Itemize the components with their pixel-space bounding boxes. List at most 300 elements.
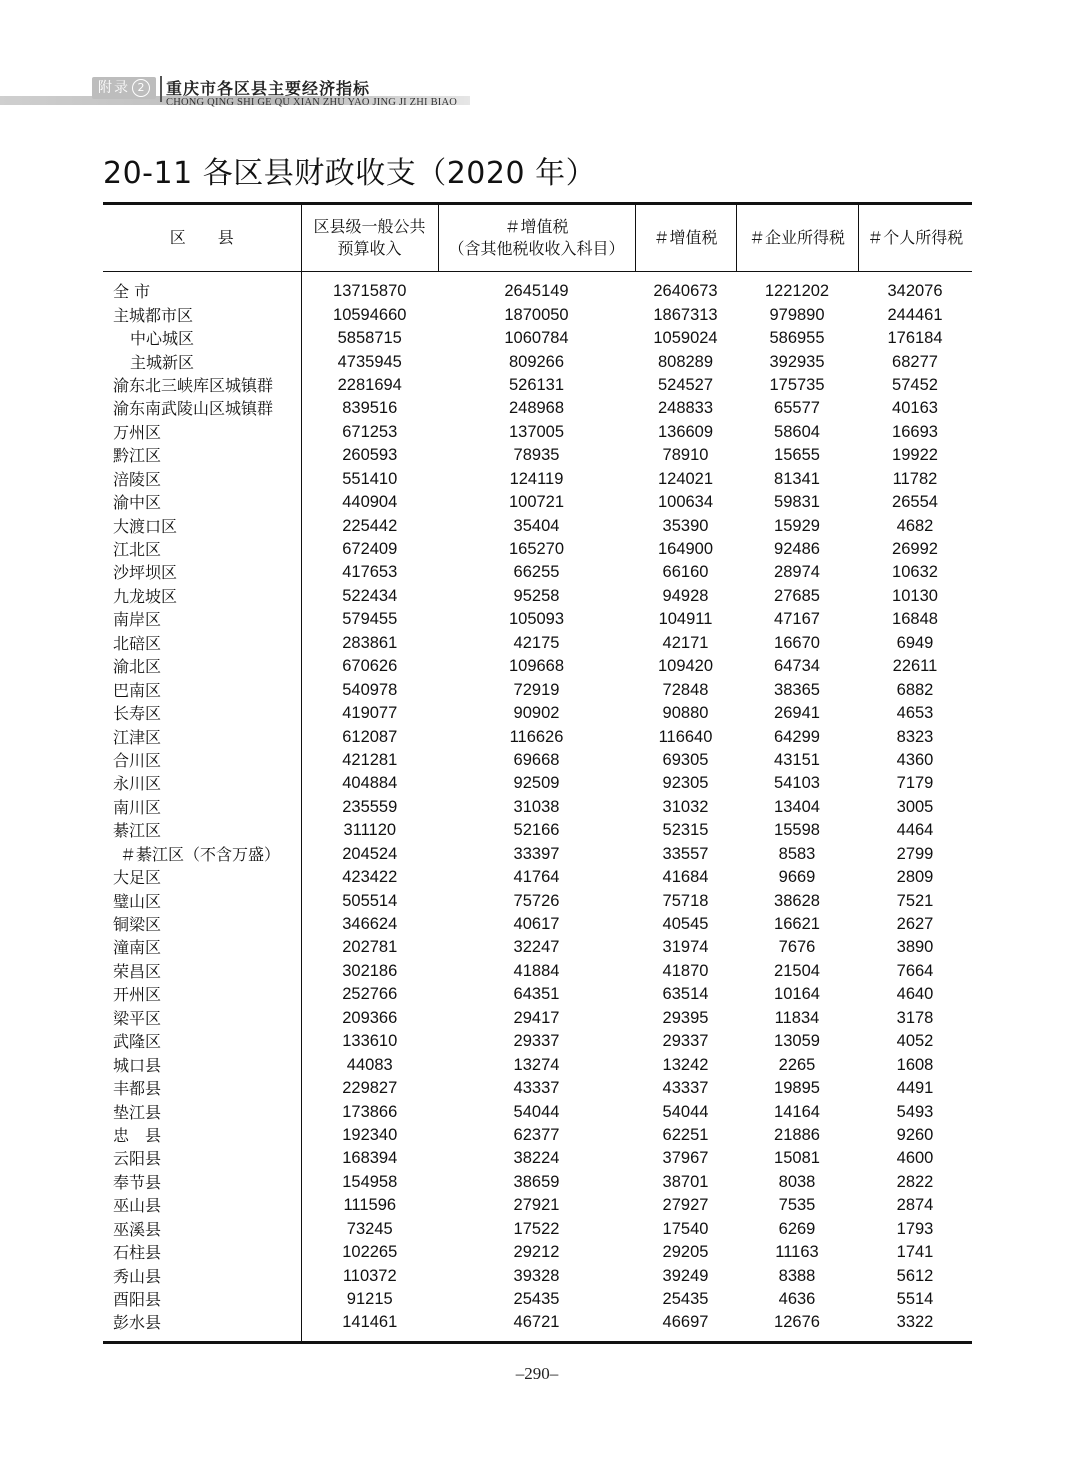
cell-personal-income-tax: 4682 bbox=[896, 516, 934, 535]
cell-vat: 39249 bbox=[662, 1266, 709, 1285]
cell-vat: 52315 bbox=[662, 821, 709, 840]
cell-vat-incl-other: 46721 bbox=[438, 1311, 635, 1342]
cell-personal-income-tax: 7664 bbox=[896, 961, 934, 980]
cell-corporate-income-tax: 1221202 bbox=[764, 282, 830, 301]
cell-corporate-income-tax: 8388 bbox=[778, 1266, 816, 1285]
cell-vat: 136609 bbox=[657, 422, 714, 441]
column-header-personal-income-tax bbox=[858, 204, 972, 272]
table-row bbox=[103, 1171, 972, 1194]
cell-vat: 1059024 bbox=[653, 329, 718, 348]
cell-budget-revenue: 13715870 bbox=[333, 282, 407, 301]
cell-vat: 100634 bbox=[657, 493, 714, 512]
cell-vat-incl-other: 1870050 bbox=[504, 305, 569, 324]
cell-vat: 29205 bbox=[662, 1243, 709, 1262]
cell-corporate-income-tax: 4636 bbox=[778, 1290, 816, 1309]
cell-vat-incl-other: 31038 bbox=[513, 797, 560, 816]
cell-corporate-income-tax: 392935 bbox=[769, 352, 825, 371]
cell-corporate-income-tax: 19895 bbox=[774, 1079, 820, 1098]
cell-budget-revenue: 252766 bbox=[342, 985, 398, 1004]
column-header-budget-revenue-line1: 区县级一般公共 bbox=[313, 217, 426, 236]
cell-budget-revenue: 111596 bbox=[343, 1196, 397, 1215]
cell-personal-income-tax: 7179 bbox=[896, 774, 934, 793]
cell-budget-revenue: 421281 bbox=[342, 750, 398, 769]
cell-corporate-income-tax: 38365 bbox=[774, 680, 820, 699]
cell-budget-revenue: 133610 bbox=[342, 1032, 398, 1051]
cell-vat-incl-other: 38659 bbox=[513, 1172, 560, 1191]
table-row bbox=[103, 1147, 972, 1170]
cell-personal-income-tax: 6949 bbox=[896, 633, 934, 652]
header-divider bbox=[160, 76, 162, 102]
table-row bbox=[103, 632, 972, 655]
table-row bbox=[103, 843, 972, 866]
table-row bbox=[103, 538, 972, 561]
cell-personal-income-tax: 1793 bbox=[896, 1219, 934, 1238]
row-district-name: 合川区 bbox=[103, 749, 301, 772]
cell-personal-income-tax: 5514 bbox=[896, 1290, 934, 1309]
cell-budget-revenue: 10594660 bbox=[333, 305, 407, 324]
cell-vat-incl-other: 72919 bbox=[513, 680, 560, 699]
table-row bbox=[103, 913, 972, 936]
cell-budget-revenue: 522434 bbox=[342, 586, 398, 605]
cell-vat-incl-other: 137005 bbox=[508, 422, 565, 441]
row-district-name: 江津区 bbox=[103, 725, 301, 748]
table-row bbox=[103, 1241, 972, 1264]
cell-budget-revenue: 209366 bbox=[342, 1008, 398, 1027]
cell-vat: 37967 bbox=[662, 1149, 709, 1168]
cell-personal-income-tax: 3322 bbox=[858, 1311, 972, 1342]
table-row bbox=[103, 1007, 972, 1030]
cell-personal-income-tax: 40163 bbox=[892, 399, 938, 418]
column-header-vat bbox=[635, 204, 736, 272]
row-district-name: 江北区 bbox=[103, 538, 301, 561]
running-header bbox=[0, 72, 1074, 112]
cell-vat: 109420 bbox=[657, 657, 714, 676]
table-row bbox=[103, 796, 972, 819]
cell-budget-revenue: 4735945 bbox=[337, 352, 402, 371]
cell-budget-revenue: 505514 bbox=[342, 891, 398, 910]
table-row bbox=[103, 272, 972, 304]
cell-budget-revenue: 419077 bbox=[342, 704, 398, 723]
cell-budget-revenue: 202781 bbox=[342, 938, 398, 957]
table-row bbox=[103, 749, 972, 772]
cell-corporate-income-tax: 64734 bbox=[774, 657, 820, 676]
cell-vat-incl-other: 78935 bbox=[513, 446, 560, 465]
page-number: –290– bbox=[515, 1364, 559, 1383]
cell-budget-revenue: 225442 bbox=[342, 516, 398, 535]
row-district-name: 丰都县 bbox=[103, 1077, 301, 1100]
row-district-name: 巫山县 bbox=[103, 1194, 301, 1217]
cell-vat-incl-other: 124119 bbox=[509, 469, 564, 488]
row-district-name: 大足区 bbox=[103, 866, 301, 889]
cell-vat-incl-other: 35404 bbox=[513, 516, 560, 535]
row-district-name: 永川区 bbox=[103, 772, 301, 795]
table-row bbox=[103, 889, 972, 912]
cell-budget-revenue: 154958 bbox=[342, 1172, 398, 1191]
table-row bbox=[103, 491, 972, 514]
table-row bbox=[103, 1264, 972, 1287]
cell-vat-incl-other: 41764 bbox=[513, 868, 560, 887]
cell-budget-revenue: 540978 bbox=[342, 680, 398, 699]
cell-vat-incl-other: 29417 bbox=[513, 1008, 560, 1027]
page-title: 20-11 各区县财政收支（2020 年） bbox=[103, 156, 597, 191]
cell-corporate-income-tax: 15081 bbox=[774, 1149, 820, 1168]
cell-vat-incl-other: 69668 bbox=[513, 750, 560, 769]
table-row bbox=[103, 421, 972, 444]
row-district-name: 长寿区 bbox=[103, 702, 301, 725]
cell-corporate-income-tax: 14164 bbox=[774, 1102, 820, 1121]
row-district-name: ＃綦江区（不含万盛） bbox=[103, 843, 301, 866]
cell-vat-incl-other: 40617 bbox=[513, 915, 560, 934]
row-district-name: 云阳县 bbox=[103, 1147, 301, 1170]
cell-corporate-income-tax: 11834 bbox=[774, 1008, 820, 1027]
cell-vat-incl-other: 25435 bbox=[513, 1290, 560, 1309]
cell-budget-revenue: 229827 bbox=[342, 1079, 398, 1098]
table-row bbox=[103, 444, 972, 467]
row-district-name: 主城新区 bbox=[103, 350, 301, 373]
row-district-name: 璧山区 bbox=[103, 889, 301, 912]
cell-vat: 46697 bbox=[635, 1311, 736, 1342]
cell-budget-revenue: 73245 bbox=[346, 1219, 393, 1238]
table-header-row bbox=[103, 204, 972, 272]
cell-vat: 69305 bbox=[662, 750, 709, 769]
cell-vat-incl-other: 809266 bbox=[508, 352, 565, 371]
cell-vat-incl-other: 38224 bbox=[513, 1149, 560, 1168]
cell-corporate-income-tax: 16621 bbox=[774, 915, 820, 934]
cell-personal-income-tax: 26992 bbox=[892, 540, 938, 559]
cell-corporate-income-tax: 13059 bbox=[774, 1032, 820, 1051]
cell-corporate-income-tax: 43151 bbox=[774, 750, 820, 769]
cell-corporate-income-tax: 64299 bbox=[774, 727, 820, 746]
cell-vat: 33557 bbox=[662, 844, 709, 863]
cell-vat-incl-other: 90902 bbox=[513, 704, 560, 723]
row-district-name: 荣昌区 bbox=[103, 960, 301, 983]
cell-corporate-income-tax: 15929 bbox=[774, 516, 820, 535]
cell-vat: 43337 bbox=[662, 1079, 709, 1098]
cell-personal-income-tax: 4464 bbox=[896, 821, 934, 840]
row-district-name: 涪陵区 bbox=[103, 468, 301, 491]
cell-budget-revenue: 404884 bbox=[342, 774, 398, 793]
cell-vat: 62251 bbox=[662, 1125, 709, 1144]
cell-corporate-income-tax: 8583 bbox=[778, 844, 816, 863]
cell-personal-income-tax: 57452 bbox=[892, 375, 938, 394]
table-row bbox=[103, 866, 972, 889]
header-subtitle: CHONG QING SHI GE QU XIAN ZHU YAO JING JI ZHI BIAO bbox=[166, 97, 458, 108]
table-row bbox=[103, 350, 972, 373]
cell-corporate-income-tax: 586955 bbox=[769, 329, 825, 348]
cell-corporate-income-tax: 7676 bbox=[778, 938, 816, 957]
row-district-name: 梁平区 bbox=[103, 1007, 301, 1030]
cell-corporate-income-tax: 47167 bbox=[774, 610, 820, 629]
table-row bbox=[103, 1218, 972, 1241]
row-district-name: 奉节县 bbox=[103, 1171, 301, 1194]
cell-vat: 92305 bbox=[662, 774, 709, 793]
cell-vat: 31974 bbox=[662, 938, 709, 957]
row-district-name: 渝东北三峡库区城镇群 bbox=[103, 374, 301, 397]
cell-budget-revenue: 670626 bbox=[342, 657, 398, 676]
cell-personal-income-tax: 4640 bbox=[896, 985, 934, 1004]
table-row bbox=[103, 772, 972, 795]
cell-personal-income-tax: 2799 bbox=[896, 844, 934, 863]
cell-vat-incl-other: 66255 bbox=[513, 563, 560, 582]
cell-personal-income-tax: 6882 bbox=[896, 680, 934, 699]
column-header-vat-incl-other bbox=[438, 204, 635, 272]
cell-vat: 13242 bbox=[662, 1055, 709, 1074]
cell-personal-income-tax: 26554 bbox=[892, 493, 938, 512]
cell-corporate-income-tax: 81341 bbox=[774, 469, 820, 488]
cell-vat: 1867313 bbox=[653, 305, 718, 324]
cell-personal-income-tax: 7521 bbox=[896, 891, 934, 910]
row-district-name: 沙坪坝区 bbox=[103, 561, 301, 584]
cell-personal-income-tax: 2809 bbox=[896, 868, 934, 887]
cell-budget-revenue: 91215 bbox=[346, 1290, 393, 1309]
cell-vat: 40545 bbox=[662, 915, 709, 934]
row-district-name: 万州区 bbox=[103, 421, 301, 444]
cell-personal-income-tax: 2627 bbox=[896, 915, 934, 934]
cell-corporate-income-tax: 28974 bbox=[774, 563, 820, 582]
cell-vat-incl-other: 248968 bbox=[508, 399, 565, 418]
table-row bbox=[103, 561, 972, 584]
cell-vat-incl-other: 54044 bbox=[513, 1102, 560, 1121]
table-row bbox=[103, 1288, 972, 1311]
cell-vat: 164900 bbox=[657, 540, 714, 559]
cell-personal-income-tax: 19922 bbox=[892, 446, 938, 465]
cell-vat: 90880 bbox=[662, 704, 709, 723]
cell-budget-revenue: 311120 bbox=[343, 821, 397, 840]
cell-personal-income-tax: 5493 bbox=[896, 1102, 934, 1121]
column-header-personal-income-tax-label: ＃个人所得税 bbox=[867, 228, 964, 247]
cell-budget-revenue: 260593 bbox=[342, 446, 398, 465]
cell-vat-incl-other: 42175 bbox=[513, 633, 560, 652]
cell-budget-revenue: 102265 bbox=[342, 1243, 398, 1262]
table-row bbox=[103, 725, 972, 748]
table-row bbox=[103, 983, 972, 1006]
row-district-name: 渝东南武陵山区城镇群 bbox=[103, 397, 301, 420]
table-row bbox=[103, 327, 972, 350]
cell-vat: 41684 bbox=[662, 868, 709, 887]
cell-corporate-income-tax: 12676 bbox=[736, 1311, 858, 1342]
row-district-name: 酉阳县 bbox=[103, 1288, 301, 1311]
cell-vat-incl-other: 92509 bbox=[513, 774, 560, 793]
cell-budget-revenue: 168394 bbox=[342, 1149, 398, 1168]
table-row bbox=[103, 1311, 972, 1342]
cell-budget-revenue: 672409 bbox=[342, 540, 398, 559]
table-row bbox=[103, 960, 972, 983]
cell-vat-incl-other: 41884 bbox=[513, 961, 560, 980]
table-row bbox=[103, 1030, 972, 1053]
cell-corporate-income-tax: 2265 bbox=[778, 1055, 816, 1074]
cell-budget-revenue: 579455 bbox=[342, 610, 398, 629]
cell-corporate-income-tax: 38628 bbox=[774, 891, 820, 910]
cell-personal-income-tax: 3178 bbox=[896, 1008, 934, 1027]
cell-personal-income-tax: 11782 bbox=[892, 469, 938, 488]
row-district-name: 忠 县 bbox=[103, 1124, 301, 1147]
cell-vat-incl-other: 100721 bbox=[508, 493, 565, 512]
cell-vat: 17540 bbox=[662, 1219, 709, 1238]
cell-vat-incl-other: 2645149 bbox=[504, 282, 569, 301]
column-header-corporate-income-tax-label: ＃企业所得税 bbox=[748, 228, 845, 247]
cell-vat: 524527 bbox=[657, 375, 714, 394]
row-district-name: 綦江区 bbox=[103, 819, 301, 842]
row-district-name: 大渡口区 bbox=[103, 514, 301, 537]
cell-vat-incl-other: 95258 bbox=[513, 586, 560, 605]
cell-corporate-income-tax: 8038 bbox=[778, 1172, 816, 1191]
cell-vat: 31032 bbox=[662, 797, 709, 816]
cell-personal-income-tax: 9260 bbox=[896, 1125, 934, 1144]
column-header-vat-label: ＃增值税 bbox=[653, 228, 718, 247]
cell-vat-incl-other: 17522 bbox=[513, 1219, 560, 1238]
cell-vat: 27927 bbox=[662, 1196, 709, 1215]
cell-personal-income-tax: 4360 bbox=[896, 750, 934, 769]
row-district-name: 铜梁区 bbox=[103, 913, 301, 936]
cell-corporate-income-tax: 26941 bbox=[774, 704, 820, 723]
cell-budget-revenue: 423422 bbox=[342, 868, 398, 887]
fiscal-table bbox=[103, 202, 972, 1344]
cell-personal-income-tax: 10632 bbox=[892, 563, 938, 582]
cell-personal-income-tax: 3890 bbox=[896, 938, 934, 957]
cell-budget-revenue: 235559 bbox=[342, 797, 398, 816]
cell-personal-income-tax: 1608 bbox=[896, 1055, 934, 1074]
cell-personal-income-tax: 244461 bbox=[887, 305, 943, 324]
cell-vat: 72848 bbox=[662, 680, 709, 699]
cell-personal-income-tax: 22611 bbox=[892, 657, 938, 676]
cell-corporate-income-tax: 15598 bbox=[774, 821, 820, 840]
cell-corporate-income-tax: 175735 bbox=[769, 375, 825, 394]
cell-personal-income-tax: 4052 bbox=[896, 1032, 934, 1051]
cell-vat: 2640673 bbox=[653, 282, 718, 301]
cell-personal-income-tax: 176184 bbox=[887, 329, 943, 348]
cell-budget-revenue: 346624 bbox=[342, 915, 398, 934]
table-row bbox=[103, 514, 972, 537]
cell-personal-income-tax: 4653 bbox=[896, 704, 934, 723]
cell-vat: 248833 bbox=[657, 399, 714, 418]
row-district-name: 九龙坡区 bbox=[103, 585, 301, 608]
cell-vat-incl-other: 32247 bbox=[513, 938, 560, 957]
cell-vat: 25435 bbox=[662, 1290, 709, 1309]
table-row bbox=[103, 1124, 972, 1147]
cell-corporate-income-tax: 21504 bbox=[774, 961, 820, 980]
column-header-district-label: 区 县 bbox=[169, 228, 234, 247]
cell-budget-revenue: 551410 bbox=[342, 469, 398, 488]
cell-budget-revenue: 204524 bbox=[342, 844, 398, 863]
cell-budget-revenue: 417653 bbox=[342, 563, 398, 582]
cell-budget-revenue: 173866 bbox=[342, 1102, 398, 1121]
row-district-name: 全 市 bbox=[103, 272, 301, 304]
cell-budget-revenue: 44083 bbox=[346, 1055, 393, 1074]
cell-budget-revenue: 671253 bbox=[342, 422, 398, 441]
row-district-name: 武隆区 bbox=[103, 1030, 301, 1053]
cell-budget-revenue: 110372 bbox=[342, 1266, 397, 1285]
cell-vat-incl-other: 116626 bbox=[509, 727, 564, 746]
cell-vat: 78910 bbox=[662, 446, 709, 465]
cell-vat-incl-other: 33397 bbox=[513, 844, 560, 863]
cell-vat: 41870 bbox=[662, 961, 709, 980]
cell-vat: 35390 bbox=[662, 516, 709, 535]
cell-corporate-income-tax: 15655 bbox=[774, 446, 820, 465]
row-district-name: 垫江县 bbox=[103, 1100, 301, 1123]
column-header-budget-revenue-line2: 预算收入 bbox=[337, 239, 402, 258]
table-row bbox=[103, 608, 972, 631]
cell-vat: 29395 bbox=[662, 1008, 709, 1027]
table-row bbox=[103, 303, 972, 326]
cell-personal-income-tax: 3005 bbox=[896, 797, 934, 816]
cell-budget-revenue: 839516 bbox=[342, 399, 398, 418]
cell-budget-revenue: 302186 bbox=[342, 961, 398, 980]
cell-vat: 124021 bbox=[657, 469, 714, 488]
cell-personal-income-tax: 10130 bbox=[892, 586, 938, 605]
cell-vat-incl-other: 165270 bbox=[508, 540, 565, 559]
cell-vat-incl-other: 39328 bbox=[513, 1266, 560, 1285]
appendix-label: 附录 bbox=[98, 80, 130, 96]
row-district-name: 巫溪县 bbox=[103, 1218, 301, 1241]
row-district-name: 南岸区 bbox=[103, 608, 301, 631]
cell-personal-income-tax: 5612 bbox=[896, 1266, 934, 1285]
row-district-name: 北碚区 bbox=[103, 632, 301, 655]
appendix-badge bbox=[92, 77, 156, 99]
appendix-number: 2 bbox=[132, 79, 150, 97]
row-district-name: 秀山县 bbox=[103, 1264, 301, 1287]
cell-personal-income-tax: 1741 bbox=[896, 1243, 934, 1262]
cell-corporate-income-tax: 7535 bbox=[778, 1196, 816, 1215]
cell-vat-incl-other: 526131 bbox=[508, 375, 565, 394]
cell-corporate-income-tax: 21886 bbox=[774, 1125, 820, 1144]
cell-corporate-income-tax: 6269 bbox=[778, 1219, 816, 1238]
cell-vat: 75718 bbox=[662, 891, 709, 910]
column-header-corporate-income-tax bbox=[736, 204, 858, 272]
column-header-district bbox=[103, 204, 301, 272]
cell-corporate-income-tax: 10164 bbox=[774, 985, 820, 1004]
cell-corporate-income-tax: 13404 bbox=[774, 797, 820, 816]
cell-vat: 104911 bbox=[658, 610, 713, 629]
row-district-name: 巴南区 bbox=[103, 678, 301, 701]
cell-vat: 116640 bbox=[658, 727, 713, 746]
table-row bbox=[103, 1053, 972, 1076]
cell-budget-revenue: 141461 bbox=[301, 1311, 438, 1342]
table-row bbox=[103, 585, 972, 608]
cell-vat-incl-other: 1060784 bbox=[504, 329, 569, 348]
cell-corporate-income-tax: 92486 bbox=[774, 540, 820, 559]
table-row bbox=[103, 374, 972, 397]
cell-vat-incl-other: 105093 bbox=[508, 610, 565, 629]
cell-personal-income-tax: 2822 bbox=[896, 1172, 934, 1191]
cell-budget-revenue: 612087 bbox=[342, 727, 398, 746]
table-body bbox=[103, 272, 972, 1343]
table-row bbox=[103, 1077, 972, 1100]
cell-vat: 808289 bbox=[657, 352, 714, 371]
cell-corporate-income-tax: 59831 bbox=[774, 493, 820, 512]
table-row bbox=[103, 397, 972, 420]
cell-budget-revenue: 2281694 bbox=[337, 375, 402, 394]
cell-personal-income-tax: 342076 bbox=[887, 282, 943, 301]
cell-vat: 66160 bbox=[662, 563, 709, 582]
cell-personal-income-tax: 16848 bbox=[892, 610, 938, 629]
cell-vat-incl-other: 43337 bbox=[513, 1079, 560, 1098]
table-row bbox=[103, 468, 972, 491]
row-district-name: 石柱县 bbox=[103, 1241, 301, 1264]
table-row bbox=[103, 1100, 972, 1123]
cell-budget-revenue: 283861 bbox=[342, 633, 398, 652]
table-row bbox=[103, 702, 972, 725]
cell-vat-incl-other: 52166 bbox=[513, 821, 560, 840]
cell-corporate-income-tax: 11163 bbox=[775, 1243, 819, 1262]
cell-vat-incl-other: 109668 bbox=[508, 657, 565, 676]
cell-vat-incl-other: 75726 bbox=[513, 891, 560, 910]
row-district-name: 主城都市区 bbox=[103, 303, 301, 326]
cell-corporate-income-tax: 16670 bbox=[774, 633, 820, 652]
table-row bbox=[103, 678, 972, 701]
cell-budget-revenue: 192340 bbox=[342, 1125, 398, 1144]
cell-personal-income-tax: 16693 bbox=[892, 422, 938, 441]
column-header-vat-incl-other-line1: ＃增值税 bbox=[504, 217, 569, 236]
